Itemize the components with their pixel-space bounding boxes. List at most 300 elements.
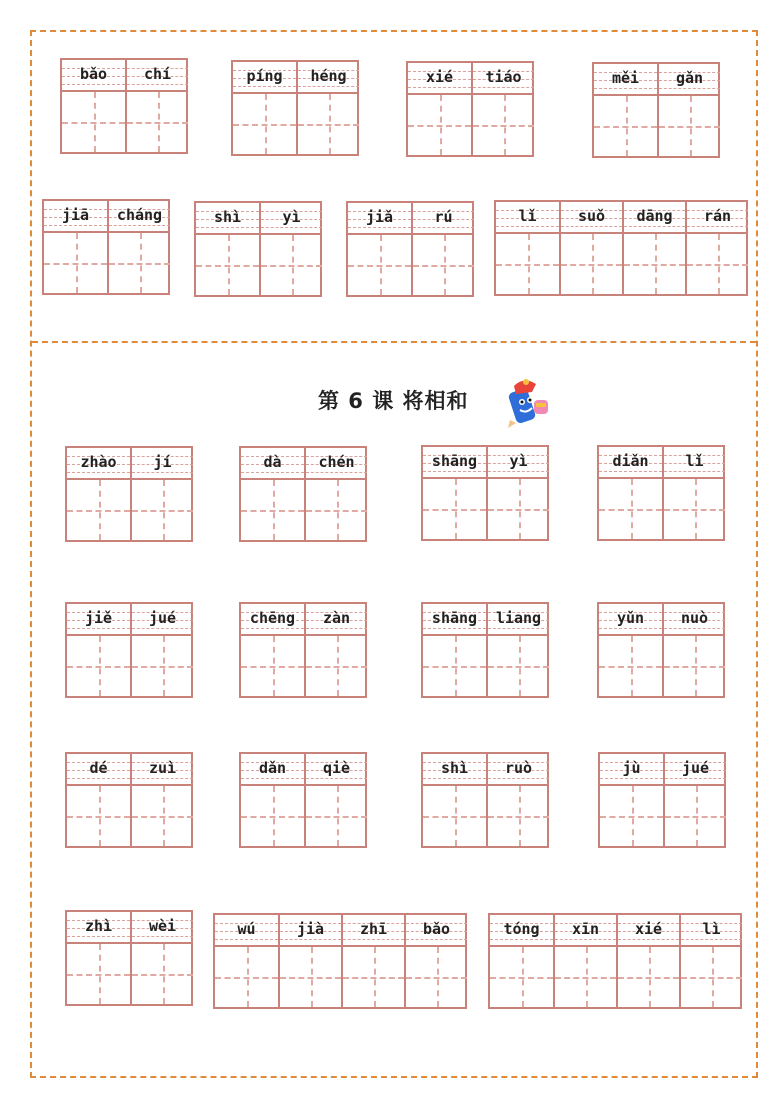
pinyin-row <box>348 203 411 235</box>
pinyin-guide-line <box>241 628 304 629</box>
tianzige-writing-square[interactable] <box>555 947 616 1007</box>
pinyin-row <box>67 604 130 636</box>
grid-guide-horizontal <box>413 265 474 267</box>
tianzige-writing-square[interactable] <box>473 95 534 155</box>
character-cell[interactable] <box>241 448 304 540</box>
character-cell[interactable] <box>62 60 125 152</box>
grid-guide-horizontal <box>681 977 742 979</box>
tianzige-writing-square[interactable] <box>132 786 193 846</box>
tianzige-writing-square[interactable] <box>496 234 559 294</box>
tianzige-writing-square[interactable] <box>413 235 474 295</box>
tianzige-writing-square[interactable] <box>681 947 742 1007</box>
grid-guide-horizontal <box>233 124 296 126</box>
grid-guide-horizontal <box>67 510 130 512</box>
tianzige-writing-square[interactable] <box>561 234 622 294</box>
grid-guide-horizontal <box>132 666 193 668</box>
tianzige-writing-square[interactable] <box>408 95 471 155</box>
pinyin-row <box>196 203 259 235</box>
tianzige-writing-square[interactable] <box>599 479 662 539</box>
pinyin-label: dà <box>263 453 282 471</box>
pinyin-guide-line <box>408 87 471 88</box>
pinyin-word-box <box>60 58 188 154</box>
pinyin-row <box>423 447 486 479</box>
character-cell[interactable] <box>304 754 367 846</box>
tianzige-writing-square[interactable] <box>132 480 193 540</box>
pinyin-label: bǎo <box>422 920 451 938</box>
pinyin-word-box <box>231 60 359 156</box>
grid-guide-horizontal <box>624 264 685 266</box>
pinyin-label: jué <box>681 759 710 777</box>
grid-guide-horizontal <box>67 974 130 976</box>
tianzige-writing-square[interactable] <box>241 480 304 540</box>
tianzige-writing-square[interactable] <box>241 786 304 846</box>
character-cell[interactable] <box>67 448 130 540</box>
grid-guide-horizontal <box>555 977 616 979</box>
grid-guide-horizontal <box>132 974 193 976</box>
grid-guide-horizontal <box>196 265 259 267</box>
pinyin-row <box>67 912 130 944</box>
pinyin-row <box>561 202 622 234</box>
pinyin-row <box>488 447 549 479</box>
tianzige-writing-square[interactable] <box>215 947 278 1007</box>
pinyin-row <box>624 202 685 234</box>
pinyin-word-box <box>42 199 170 295</box>
pinyin-label: shāng <box>431 452 478 470</box>
grid-guide-horizontal <box>599 509 662 511</box>
pinyin-guide-line <box>496 226 559 227</box>
pinyin-word-box <box>194 201 322 297</box>
pinyin-guide-line <box>594 88 657 89</box>
pinyin-word-box <box>597 445 725 541</box>
pinyin-label: rú <box>434 208 453 226</box>
pinyin-row <box>233 62 296 94</box>
character-cell[interactable] <box>196 203 259 295</box>
character-cell[interactable] <box>304 604 367 696</box>
pinyin-label: chēng <box>249 609 296 627</box>
pinyin-label: dé <box>89 759 108 777</box>
tianzige-writing-square[interactable] <box>298 94 359 154</box>
tianzige-writing-square[interactable] <box>659 96 720 156</box>
tianzige-writing-square[interactable] <box>241 636 304 696</box>
grid-guide-horizontal <box>659 126 720 128</box>
pinyin-guide-line <box>44 225 107 226</box>
pinyin-row <box>408 63 471 95</box>
grid-guide-horizontal <box>408 125 471 127</box>
pinyin-guide-line <box>67 936 130 937</box>
pinyin-row <box>423 754 486 786</box>
tianzige-writing-square[interactable] <box>280 947 341 1007</box>
character-cell[interactable] <box>233 62 296 154</box>
grid-guide-horizontal <box>488 666 549 668</box>
grid-guide-horizontal <box>423 816 486 818</box>
character-cell[interactable] <box>594 64 657 156</box>
character-cell[interactable] <box>296 62 359 154</box>
pinyin-guide-line <box>488 628 549 629</box>
grid-guide-horizontal <box>473 125 534 127</box>
pinyin-label: jiě <box>84 609 113 627</box>
character-cell[interactable] <box>404 915 467 1007</box>
tianzige-writing-square[interactable] <box>423 479 486 539</box>
character-cell[interactable] <box>130 448 193 540</box>
character-cell[interactable] <box>341 915 404 1007</box>
grid-guide-horizontal <box>600 816 663 818</box>
pinyin-guide-line <box>687 226 748 227</box>
character-cell[interactable] <box>685 202 748 294</box>
pinyin-label: xié <box>634 920 663 938</box>
character-cell[interactable] <box>241 754 304 846</box>
grid-guide-horizontal <box>132 816 193 818</box>
tianzige-writing-square[interactable] <box>488 786 549 846</box>
pinyin-guide-line <box>132 936 193 937</box>
character-cell[interactable] <box>599 447 662 539</box>
pinyin-label: gǎn <box>675 69 704 87</box>
pinyin-guide-line <box>67 628 130 629</box>
tianzige-writing-square[interactable] <box>624 234 685 294</box>
pinyin-label: jiā <box>61 206 90 224</box>
pinyin-row <box>600 754 663 786</box>
tianzige-writing-square[interactable] <box>233 94 296 154</box>
pinyin-guide-line <box>343 939 404 940</box>
tianzige-writing-square[interactable] <box>488 636 549 696</box>
character-cell[interactable] <box>348 203 411 295</box>
pinyin-row <box>473 63 534 95</box>
pinyin-label: shì <box>440 759 469 777</box>
pinyin-word-box <box>346 201 474 297</box>
tianzige-writing-square[interactable] <box>44 233 107 293</box>
pinyin-row <box>488 754 549 786</box>
pinyin-row <box>488 604 549 636</box>
character-cell[interactable] <box>411 203 474 295</box>
pinyin-word-box <box>597 602 725 698</box>
pinyin-row <box>132 754 193 786</box>
pinyin-label: jiǎ <box>365 208 394 226</box>
pinyin-guide-line <box>298 86 359 87</box>
pencil-mascot-icon <box>500 376 552 430</box>
pinyin-guide-line <box>624 226 685 227</box>
character-cell[interactable] <box>215 915 278 1007</box>
pinyin-row <box>67 448 130 480</box>
tianzige-writing-square[interactable] <box>343 947 404 1007</box>
grid-guide-horizontal <box>406 977 467 979</box>
pinyin-row <box>109 201 170 233</box>
tianzige-writing-square[interactable] <box>67 636 130 696</box>
grid-guide-horizontal <box>665 816 726 818</box>
character-cell[interactable] <box>486 604 549 696</box>
grid-guide-horizontal <box>127 122 188 124</box>
character-cell[interactable] <box>423 447 486 539</box>
pinyin-label: shì <box>213 208 242 226</box>
pinyin-label: yǔn <box>616 609 645 627</box>
pinyin-label: lǐ <box>685 452 704 470</box>
pinyin-row <box>618 915 679 947</box>
pinyin-label: xié <box>425 68 454 86</box>
pinyin-row <box>132 604 193 636</box>
character-cell[interactable] <box>616 915 679 1007</box>
tianzige-writing-square[interactable] <box>618 947 679 1007</box>
pinyin-label: zhī <box>359 920 388 938</box>
character-cell[interactable] <box>423 754 486 846</box>
pinyin-guide-line <box>490 939 553 940</box>
character-cell[interactable] <box>559 202 622 294</box>
tianzige-writing-square[interactable] <box>261 235 322 295</box>
pinyin-guide-line <box>67 472 130 473</box>
character-cell[interactable] <box>486 447 549 539</box>
character-cell[interactable] <box>622 202 685 294</box>
tianzige-writing-square[interactable] <box>599 636 662 696</box>
tianzige-writing-square[interactable] <box>600 786 663 846</box>
pinyin-word-box <box>65 602 193 698</box>
pinyin-label: diǎn <box>612 452 649 470</box>
tianzige-writing-square[interactable] <box>109 233 170 293</box>
pinyin-guide-line <box>665 778 726 779</box>
pinyin-guide-line <box>127 84 188 85</box>
pinyin-row <box>306 448 367 480</box>
pinyin-word-box <box>406 61 534 157</box>
pinyin-label: ruò <box>504 759 533 777</box>
grid-guide-horizontal <box>423 666 486 668</box>
pinyin-guide-line <box>306 628 367 629</box>
character-cell[interactable] <box>67 754 130 846</box>
character-cell[interactable] <box>67 912 130 1004</box>
character-cell[interactable] <box>304 448 367 540</box>
character-cell[interactable] <box>486 754 549 846</box>
tianzige-writing-square[interactable] <box>687 234 748 294</box>
pinyin-guide-line <box>555 939 616 940</box>
character-cell[interactable] <box>600 754 663 846</box>
pinyin-label: jué <box>148 609 177 627</box>
pinyin-word-box <box>421 752 549 848</box>
grid-guide-horizontal <box>664 509 725 511</box>
pinyin-row <box>664 604 725 636</box>
pinyin-label: měi <box>611 69 640 87</box>
pinyin-row <box>665 754 726 786</box>
character-cell[interactable] <box>553 915 616 1007</box>
grid-guide-horizontal <box>488 816 549 818</box>
pinyin-label: zhào <box>80 453 117 471</box>
character-cell[interactable] <box>423 604 486 696</box>
pinyin-word-box <box>494 200 748 296</box>
pinyin-row <box>681 915 742 947</box>
pinyin-row <box>127 60 188 92</box>
section-divider <box>32 341 756 343</box>
pinyin-label: tiáo <box>485 68 522 86</box>
pinyin-guide-line <box>659 88 720 89</box>
character-cell[interactable] <box>663 754 726 846</box>
grid-guide-horizontal <box>687 264 748 266</box>
pinyin-row <box>599 447 662 479</box>
pinyin-word-box <box>598 752 726 848</box>
tianzige-writing-square[interactable] <box>406 947 467 1007</box>
tianzige-writing-square[interactable] <box>306 786 367 846</box>
tianzige-writing-square[interactable] <box>132 636 193 696</box>
pinyin-label: zuì <box>148 759 177 777</box>
pinyin-label: wú <box>237 920 256 938</box>
tianzige-writing-square[interactable] <box>62 92 125 152</box>
grid-guide-horizontal <box>132 510 193 512</box>
character-cell[interactable] <box>107 201 170 293</box>
pinyin-label: qiè <box>322 759 351 777</box>
pinyin-guide-line <box>261 227 322 228</box>
pinyin-guide-line <box>306 472 367 473</box>
pinyin-label: lǐ <box>518 207 537 225</box>
pinyin-row <box>132 912 193 944</box>
pinyin-guide-line <box>233 86 296 87</box>
pinyin-guide-line <box>280 939 341 940</box>
grid-guide-horizontal <box>594 126 657 128</box>
pinyin-label: lì <box>702 920 721 938</box>
grid-guide-horizontal <box>109 263 170 265</box>
pinyin-row <box>306 604 367 636</box>
tianzige-writing-square[interactable] <box>67 786 130 846</box>
pinyin-guide-line <box>132 778 193 779</box>
tianzige-writing-square[interactable] <box>423 786 486 846</box>
pinyin-guide-line <box>109 225 170 226</box>
pinyin-guide-line <box>241 778 304 779</box>
pinyin-word-box <box>239 602 367 698</box>
tianzige-writing-square[interactable] <box>664 636 725 696</box>
tianzige-writing-square[interactable] <box>196 235 259 295</box>
pinyin-guide-line <box>196 227 259 228</box>
character-cell[interactable] <box>44 201 107 293</box>
character-cell[interactable] <box>408 63 471 155</box>
character-cell[interactable] <box>662 604 725 696</box>
tianzige-writing-square[interactable] <box>67 944 130 1004</box>
grid-guide-horizontal <box>423 509 486 511</box>
tianzige-writing-square[interactable] <box>127 92 188 152</box>
pinyin-row <box>659 64 720 96</box>
character-cell[interactable] <box>471 63 534 155</box>
pinyin-guide-line <box>664 471 725 472</box>
pinyin-word-box <box>239 446 367 542</box>
tianzige-writing-square[interactable] <box>665 786 726 846</box>
pinyin-row <box>496 202 559 234</box>
pinyin-row <box>241 448 304 480</box>
grid-guide-horizontal <box>241 816 304 818</box>
pinyin-row <box>298 62 359 94</box>
pinyin-label: chí <box>143 65 172 83</box>
pinyin-row <box>687 202 748 234</box>
tianzige-writing-square[interactable] <box>306 480 367 540</box>
pinyin-label: yì <box>282 208 301 226</box>
character-cell[interactable] <box>679 915 742 1007</box>
pinyin-label: dāng <box>636 207 673 225</box>
character-cell[interactable] <box>130 912 193 1004</box>
pinyin-guide-line <box>599 628 662 629</box>
pinyin-guide-line <box>413 227 474 228</box>
pinyin-guide-line <box>406 939 467 940</box>
pinyin-row <box>67 754 130 786</box>
tianzige-writing-square[interactable] <box>488 479 549 539</box>
pinyin-guide-line <box>215 939 278 940</box>
pinyin-row <box>241 604 304 636</box>
tianzige-writing-square[interactable] <box>664 479 725 539</box>
pinyin-label: xīn <box>571 920 600 938</box>
pinyin-guide-line <box>618 939 679 940</box>
pinyin-guide-line <box>473 87 534 88</box>
grid-guide-horizontal <box>215 977 278 979</box>
pinyin-guide-line <box>348 227 411 228</box>
pinyin-word-box <box>213 913 467 1009</box>
grid-guide-horizontal <box>343 977 404 979</box>
character-cell[interactable] <box>259 203 322 295</box>
grid-guide-horizontal <box>241 666 304 668</box>
character-cell[interactable] <box>662 447 725 539</box>
grid-guide-horizontal <box>348 265 411 267</box>
grid-guide-horizontal <box>306 816 367 818</box>
pinyin-guide-line <box>681 939 742 940</box>
pinyin-label: wèi <box>148 917 177 935</box>
pinyin-row <box>261 203 322 235</box>
character-cell[interactable] <box>657 64 720 156</box>
pinyin-row <box>241 754 304 786</box>
tianzige-writing-square[interactable] <box>306 636 367 696</box>
pinyin-row <box>406 915 467 947</box>
pinyin-word-box <box>65 910 193 1006</box>
pinyin-guide-line <box>423 628 486 629</box>
pinyin-row <box>306 754 367 786</box>
pinyin-label: dǎn <box>258 759 287 777</box>
grid-guide-horizontal <box>261 265 322 267</box>
character-cell[interactable] <box>496 202 559 294</box>
pinyin-guide-line <box>423 778 486 779</box>
pinyin-guide-line <box>600 778 663 779</box>
grid-guide-horizontal <box>298 124 359 126</box>
pinyin-label: liang <box>495 609 542 627</box>
pinyin-label: shāng <box>431 609 478 627</box>
pinyin-label: jí <box>153 453 172 471</box>
pinyin-label: jià <box>296 920 325 938</box>
pinyin-guide-line <box>599 471 662 472</box>
character-cell[interactable] <box>67 604 130 696</box>
pinyin-label: tóng <box>503 920 540 938</box>
character-cell[interactable] <box>241 604 304 696</box>
character-cell[interactable] <box>130 604 193 696</box>
character-cell[interactable] <box>130 754 193 846</box>
pinyin-label: héng <box>310 67 347 85</box>
character-cell[interactable] <box>278 915 341 1007</box>
tianzige-writing-square[interactable] <box>423 636 486 696</box>
character-cell[interactable] <box>490 915 553 1007</box>
pinyin-row <box>413 203 474 235</box>
pinyin-row <box>599 604 662 636</box>
grid-guide-horizontal <box>561 264 622 266</box>
grid-guide-horizontal <box>306 666 367 668</box>
pinyin-guide-line <box>423 471 486 472</box>
pinyin-word-box <box>421 602 549 698</box>
pinyin-label: zàn <box>322 609 351 627</box>
grid-guide-horizontal <box>488 509 549 511</box>
pinyin-guide-line <box>241 472 304 473</box>
tianzige-writing-square[interactable] <box>490 947 553 1007</box>
grid-guide-horizontal <box>67 816 130 818</box>
pinyin-label: píng <box>246 67 283 85</box>
pinyin-row <box>280 915 341 947</box>
pinyin-label: zhì <box>84 917 113 935</box>
pinyin-row <box>555 915 616 947</box>
pinyin-word-box <box>239 752 367 848</box>
pinyin-label: cháng <box>116 206 163 224</box>
tianzige-writing-square[interactable] <box>594 96 657 156</box>
tianzige-writing-square[interactable] <box>348 235 411 295</box>
tianzige-writing-square[interactable] <box>132 944 193 1004</box>
tianzige-writing-square[interactable] <box>67 480 130 540</box>
pinyin-row <box>215 915 278 947</box>
pinyin-word-box <box>65 446 193 542</box>
character-cell[interactable] <box>125 60 188 152</box>
character-cell[interactable] <box>599 604 662 696</box>
pinyin-row <box>62 60 125 92</box>
pinyin-label: yì <box>509 452 528 470</box>
